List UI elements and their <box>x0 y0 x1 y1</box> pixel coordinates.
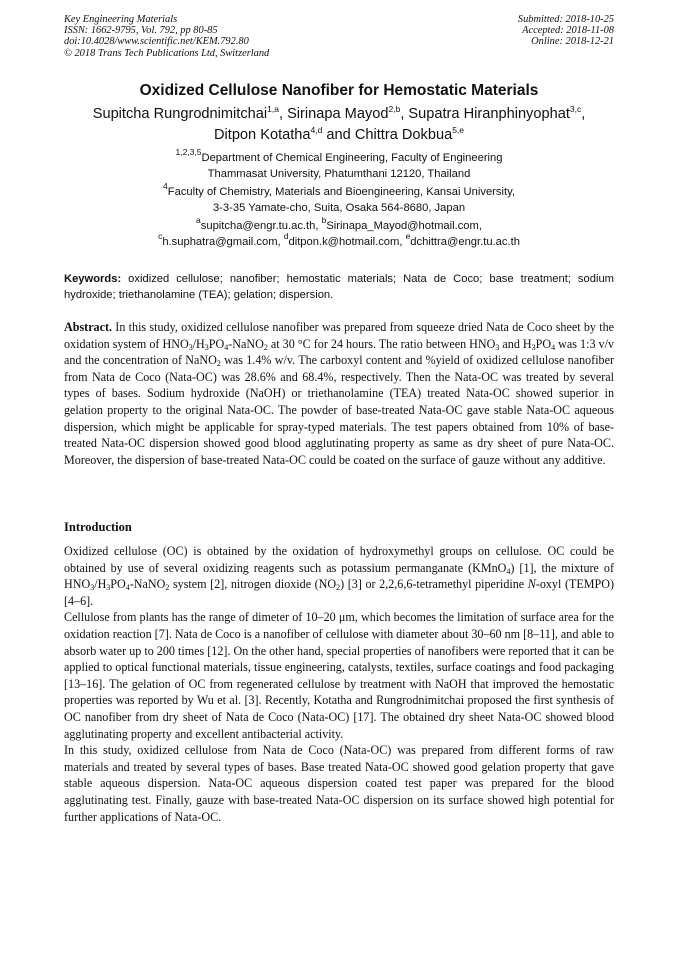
intro-text: system [2], nitrogen dioxide (NO <box>169 577 337 592</box>
affiliation-line: Department of Chemical Engineering, Faculty of Engineering <box>201 152 503 164</box>
affiliation-line: Faculty of Chemistry, Materials and Bioengineering, Kansai University, <box>167 186 515 198</box>
subscript: 4 <box>224 342 229 352</box>
author-affiliation-mark: 2,b <box>388 104 401 114</box>
intro-text: ) [1], the mixture of HNO <box>64 560 614 592</box>
subscript: 2 <box>165 583 170 593</box>
email-mark: e <box>405 231 411 241</box>
intro-text: PO <box>110 577 126 592</box>
email-mark: a <box>196 215 201 225</box>
author-name: Sirinapa Mayod <box>287 106 389 122</box>
introduction-heading: Introduction <box>64 520 132 534</box>
keywords-section <box>64 271 614 303</box>
publication-dates <box>518 14 614 48</box>
author-emails <box>40 215 638 250</box>
abstract-text: PO <box>535 336 552 351</box>
accepted-date: Accepted: 2018-11-08 <box>522 25 614 37</box>
email-link[interactable]: dchittra@engr.tu.ac.th <box>410 236 520 248</box>
author-name: Ditpon Kotatha <box>213 127 311 143</box>
author-affiliation-mark: 3,c <box>569 104 582 114</box>
intro-text: /H <box>94 577 107 592</box>
subscript: 3 <box>495 342 500 352</box>
intro-paragraph: Cellulose from plants has the range of dimeter of 10–20 μm, which becomes the limitation of surface area for the oxidation reaction [7]. Nata de Coco is a nanofiber of cellulose with diameter about 30–60 nm [8–11], and able to absorb water up to 200 times [12]. On the other hand, special properties of nanofibers were reported that it can be applied to optical functional materials, tissue engineering, catalysts, textiles, surface coatings and food packaging [13–16]. The gelation of OC from regenerated cellulose by treatment with NaOH that improved the hemostatic properties was reported by Wu et al. [3]. Recently, Kotatha and Rungrodnimitchai proposed the first synthesis of OC nanofiber from dry sheet of Nata de Coco (Nata-OC) [17]. The obtained dry sheet Nata-OC showed blood agglutinating property and excellent antibacterial activity. <box>64 610 614 741</box>
author-name: Supatra Hiranphinyophat <box>408 106 570 122</box>
email-link[interactable]: supitcha@engr.tu.ac.th, <box>200 220 322 232</box>
subscript: 4 <box>125 583 130 593</box>
subscript: 3 <box>106 583 111 593</box>
email-mark: b <box>321 215 327 225</box>
author-list <box>40 104 638 146</box>
author-affiliation-mark: 4,d <box>310 125 323 135</box>
subscript: 2 <box>263 342 268 352</box>
subscript: 3 <box>531 342 536 352</box>
affiliation-kansai <box>40 181 638 216</box>
intro-text: Oxidized cellulose (OC) is obtained by the oxidation of hydroxymethyl groups on cellulose. OC could be obtained by use of several oxidizing reagents such as potassium permanganate (KMnO <box>64 544 614 575</box>
intro-text: ) [3] or 2,2,6,6-tetramethyl piperidine <box>340 577 528 592</box>
intro-paragraph <box>64 543 614 609</box>
abstract-text: was 1:3 v/v and the concentration of NaNO <box>64 336 614 368</box>
subscript: 3 <box>188 342 193 352</box>
paper-title: Oxidized Cellulose Nanofiber for Hemostatic Materials <box>139 82 539 99</box>
author-affiliation-mark: 1,a <box>267 104 279 114</box>
journal-name: Key Engineering Materials <box>64 14 178 25</box>
author-name: Chittra Dokbua <box>354 127 453 143</box>
copyright-line: © 2018 Trans Tech Publications Ltd, Switzerland <box>64 47 270 59</box>
intro-italic-text: N <box>527 577 536 592</box>
abstract-label: Abstract. <box>64 320 113 334</box>
introduction-section <box>64 543 614 825</box>
email-mark: c <box>158 231 163 241</box>
author-separator: , <box>400 106 409 122</box>
journal-info <box>64 14 269 59</box>
subscript: 4 <box>551 342 556 352</box>
subscript: 3 <box>90 583 95 593</box>
email-mark: d <box>283 231 289 241</box>
author-separator: , <box>581 106 586 122</box>
online-date: Online: 2018-12-21 <box>531 36 614 48</box>
author-separator: and <box>322 127 355 143</box>
intro-text: -oxyl (TEMPO) [4–6]. <box>64 577 614 608</box>
subscript: 4 <box>506 566 511 576</box>
email-link[interactable]: ditpon.k@hotmail.com, <box>288 236 406 248</box>
abstract-text: /H <box>192 336 205 351</box>
abstract-text: In this study, oxidized cellulose nanofiber was prepared from squeeze dried Nata de Coco sheet by the oxidation system of HNO <box>64 320 614 351</box>
affiliation-line: 3-3-35 Yamate-cho, Suita, Osaka 564-8680, Japan <box>212 202 466 214</box>
email-link[interactable]: h.suphatra@gmail.com, <box>162 236 284 248</box>
author-affiliation-mark: 5,e <box>452 125 465 135</box>
doi-line: doi:10.4028/www.scientific.net/KEM.792.80 <box>64 36 249 48</box>
intro-text: -NaNO <box>129 577 166 592</box>
email-link[interactable]: Sirinapa_Mayod@hotmail.com, <box>326 220 482 232</box>
subscript: 2 <box>336 583 341 593</box>
subscript: 3 <box>204 342 209 352</box>
abstract-text: -NaNO <box>228 336 264 351</box>
abstract-text: and H <box>499 336 532 351</box>
submitted-date: Submitted: 2018-10-25 <box>517 14 614 25</box>
intro-paragraph: In this study, oxidized cellulose from Nata de Coco (Nata-OC) was prepared from different forms of raw materials and treated by several types of bases. Base treated Nata-OC showed good gelation property that gave stable aqueous dispersion. Nata-OC aqueous dispersion coated test paper was prepared for the blood agglutinating test. Finally, gauze with base-treated Nata-OC dispersion on its surface showed high potential for further applications of Nata-OC. <box>64 743 614 824</box>
keywords-text: oxidized cellulose; nanofiber; hemostatic materials; Nata de Coco; base treatment; sodium hydroxide; triethanolamine (TEA); gelation; dispersion. <box>64 273 614 301</box>
affiliation-mark: 4 <box>163 181 168 191</box>
abstract-text: was 1.4% w/v. The carboxyl content and %yield of oxidized cellulose nanofiber from Nata de Coco (Nata-OC) was 28.6% and 68.4%, respectively. Then the Nata-OC was treated by several types of bases. Sodium hydroxide (NaOH) or triethanolamine (TEA) treated Nata-OC showed superior in gelation property to the original Nata-OC. The powder of base-treated Nata-OC gave stable Nata-OC aqueous dispersion, which might be applicable for spray-typed materials. The test papers obtained from 10% of base-treated Nata-OC dispersion showed good blood agglutinating property as same as dry sheet of pure Nata-OC. Moreover, the dispersion of base-treated Nata-OC could be coated on the surface of gauze without any additive. <box>64 353 615 467</box>
issn-line: ISSN: 1662-9795, Vol. 792, pp 80-85 <box>64 25 218 37</box>
affiliation-line: Thammasat University, Phatumthani 12120, Thailand <box>207 168 471 180</box>
abstract-text: at 30 °C for 24 hours. The ratio between HNO <box>267 336 496 351</box>
keywords-label: Keywords: <box>64 273 122 285</box>
author-separator: , <box>278 106 288 122</box>
subscript: 2 <box>216 359 221 369</box>
abstract-section <box>64 319 614 468</box>
affiliation-thammasat <box>40 147 638 182</box>
author-name: Supitcha Rungrodnimitchai <box>92 106 268 122</box>
abstract-text: PO <box>208 336 225 351</box>
affiliation-mark: 1,2,3,5 <box>175 147 202 157</box>
